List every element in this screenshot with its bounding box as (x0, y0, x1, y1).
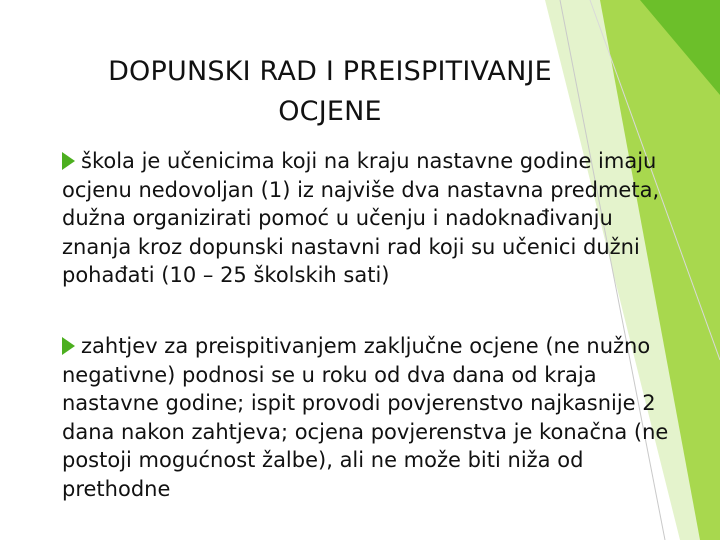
bullet-item-1 (62, 147, 677, 290)
bullet-text-2: zahtjev za preispitivanjem zaključne ocjene (ne nužno negativne) podnosi se u roku od dva dana od kraja nastavne godine; ispit provodi povjerenstvo najkasnije 2 dana nakon zahtjeva; ocjena povjerenstva je konačna (ne postoji mogućnost žalbe), ali ne može biti niža od prethodne (62, 334, 669, 501)
slide-title-line-2: OCJENE (278, 96, 382, 127)
green-triangle-icon (62, 152, 75, 170)
green-triangle-icon (62, 337, 75, 355)
slide-title-line-1: DOPUNSKI RAD I PREISPITIVANJE (108, 56, 552, 87)
slide-title (40, 52, 620, 132)
bullet-text-1: škola je učenicima koji na kraju nastavne godine imaju ocjenu nedovoljan (1) iz najviše dva nastavna predmeta, dužna organizirati pomoć u učenju i nadoknađivanju znanja kroz dopunski nastavni rad koji su učenici dužni pohađati (10 – 25 školskih sati) (62, 149, 660, 287)
bullet-item-2 (62, 332, 677, 503)
